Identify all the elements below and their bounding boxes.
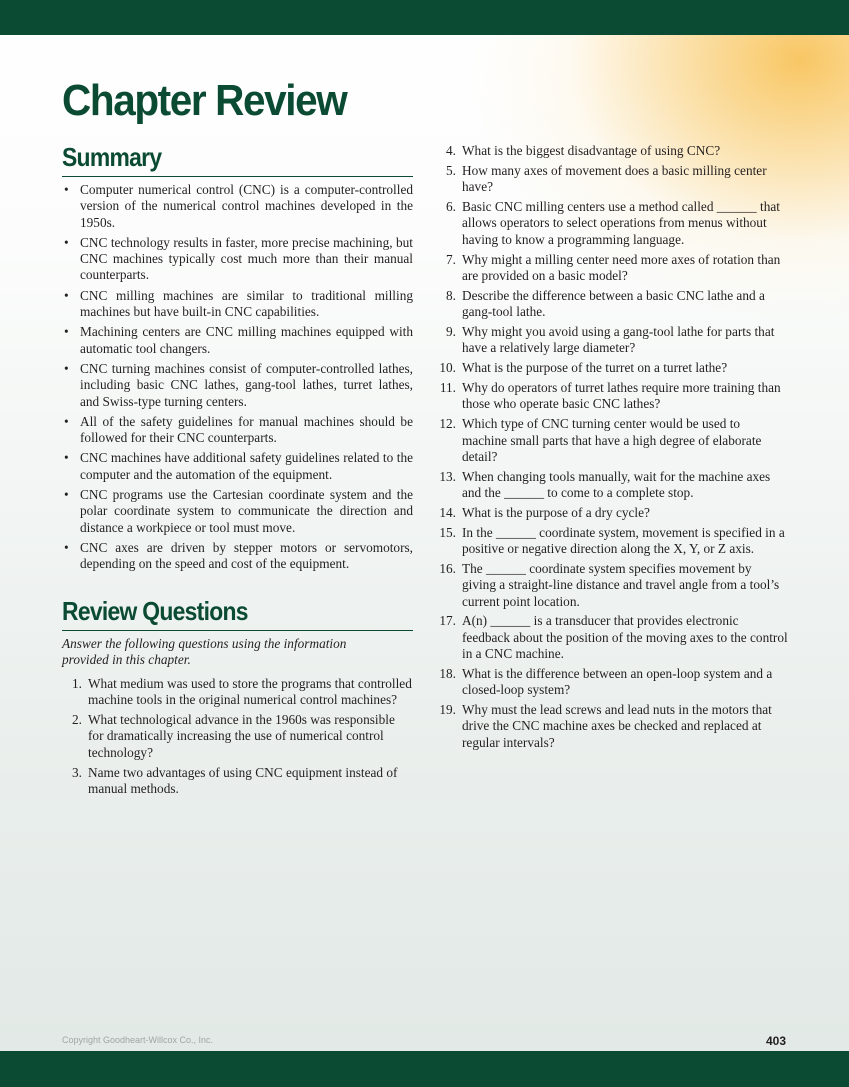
question-text: Describe the difference between a basic CNC lathe and a gang-tool lathe.	[462, 287, 765, 320]
summary-item: • Computer numerical control (CNC) is a computer-controlled version of the numerical control machines developed in the 1950s.	[62, 182, 413, 231]
question-number: 3.	[72, 764, 82, 780]
questions-right-column	[436, 143, 788, 755]
review-question	[436, 613, 788, 662]
question-number: 18.	[439, 665, 456, 681]
review-rule	[62, 630, 413, 631]
question-text: How many axes of movement does a basic milling center have?	[462, 162, 767, 195]
review-question	[436, 163, 788, 196]
question-text: What is the purpose of the turret on a turret lathe?	[462, 360, 728, 376]
question-number: 15.	[439, 524, 456, 540]
summary-item: • CNC programs use the Cartesian coordinate system and the polar coordinate system to communicate the direction and distance a workpiece or tool must move.	[62, 487, 413, 536]
summary-item: • CNC technology results in faster, more precise machining, but CNC machines typically cost much more than their manual counterparts.	[62, 235, 413, 284]
question-number: 10.	[439, 360, 456, 376]
question-text: A(n) ______ is a transducer that provides electronic feedback about the position of the moving axes to the control in a CNC machine.	[462, 613, 788, 662]
review-intro: Answer the following questions using the information provided in this chapter.	[62, 636, 347, 668]
review-question	[436, 469, 788, 502]
question-text: Why do operators of turret lathes require more training than those who operate basic CNC lathes?	[462, 380, 781, 412]
top-banner	[0, 0, 849, 35]
summary-item: • CNC milling machines are similar to traditional milling machines but have built-in CNC capabilities.	[62, 288, 413, 321]
question-text: What is the biggest disadvantage of using CNC?	[462, 143, 721, 158]
review-question	[436, 702, 788, 751]
review-question	[436, 288, 788, 321]
summary-heading: Summary	[62, 142, 162, 172]
review-question	[62, 765, 412, 798]
question-text: Why must the lead screws and lead nuts in the motors that drive the CNC machine axes be checked and replaced at regular intervals?	[462, 702, 772, 750]
question-number: 8.	[446, 287, 456, 303]
question-number: 19.	[439, 702, 456, 718]
questions-left-column	[62, 676, 412, 801]
summary-item: • Machining centers are CNC milling machines equipped with automatic tool changers.	[62, 324, 413, 357]
review-question	[436, 525, 788, 558]
bottom-banner	[0, 1051, 849, 1087]
summary-list	[62, 182, 413, 577]
question-number: 11.	[439, 380, 456, 396]
question-text: Basic CNC milling centers use a method called ______ that allows operators to select operations from menus without having to know a programming language.	[462, 199, 780, 247]
review-question	[436, 252, 788, 285]
question-number: 7.	[446, 251, 456, 267]
page-title: Chapter Review	[62, 76, 347, 125]
review-question	[436, 416, 788, 465]
review-question	[436, 666, 788, 699]
review-question	[62, 676, 412, 709]
review-question	[436, 380, 788, 413]
copyright: Copyright Goodheart-Willcox Co., Inc.	[62, 1035, 214, 1045]
question-number: 5.	[446, 162, 456, 178]
question-number: 16.	[439, 560, 456, 576]
summary-item: • CNC machines have additional safety guidelines related to the computer and the automation of the equipment.	[62, 450, 413, 483]
summary-rule	[62, 176, 413, 177]
review-question	[62, 712, 412, 761]
review-question	[436, 360, 788, 376]
question-text: What technological advance in the 1960s was responsible for dramatically increasing the use of numerical control technology?	[88, 712, 395, 760]
question-number: 13.	[439, 468, 456, 484]
question-number: 6.	[446, 199, 456, 215]
question-text: What is the purpose of a dry cycle?	[462, 504, 650, 520]
question-text: What is the difference between an open-loop system and a closed-loop system?	[462, 665, 773, 698]
question-number: 2.	[72, 712, 82, 728]
page-number: 403	[766, 1034, 787, 1048]
question-text: Name two advantages of using CNC equipment instead of manual methods.	[88, 764, 398, 796]
question-number: 4.	[446, 143, 456, 158]
question-number: 9.	[446, 323, 456, 339]
review-question	[436, 199, 788, 248]
review-question	[436, 324, 788, 357]
summary-item: • All of the safety guidelines for manual machines should be followed for their CNC counterparts.	[62, 414, 413, 447]
question-text: In the ______ coordinate system, movement is specified in a positive or negative direction along the X, Y, or Z axis.	[462, 524, 785, 557]
review-question	[436, 505, 788, 521]
review-question	[436, 561, 788, 610]
question-number: 14.	[439, 504, 456, 520]
question-text: Why might a milling center need more axes of rotation than are provided on a basic model?	[462, 251, 781, 283]
summary-item: • CNC turning machines consist of computer-controlled lathes, including basic CNC lathes, gang-tool lathes, turret lathes, and Swiss-type turning centers.	[62, 361, 413, 410]
review-question	[436, 143, 788, 159]
question-text: When changing tools manually, wait for the machine axes and the ______ to come to a complete stop.	[462, 468, 771, 500]
question-number: 17.	[439, 613, 456, 629]
question-number: 12.	[439, 416, 456, 432]
review-questions-heading: Review Questions	[62, 596, 248, 626]
summary-item: • CNC axes are driven by stepper motors or servomotors, depending on the speed and cost of the equipment.	[62, 540, 413, 573]
question-text: What medium was used to store the programs that controlled machine tools in the original numerical control machines?	[88, 676, 412, 708]
question-text: The ______ coordinate system specifies movement by giving a straight-line distance and travel angle from a tool’s current point location.	[462, 560, 780, 609]
question-text: Why might you avoid using a gang-tool lathe for parts that have a relatively large diameter?	[462, 323, 775, 356]
question-text: Which type of CNC turning center would be used to machine small parts that have a high degree of elaborate detail?	[462, 416, 762, 464]
question-number: 1.	[72, 676, 82, 691]
